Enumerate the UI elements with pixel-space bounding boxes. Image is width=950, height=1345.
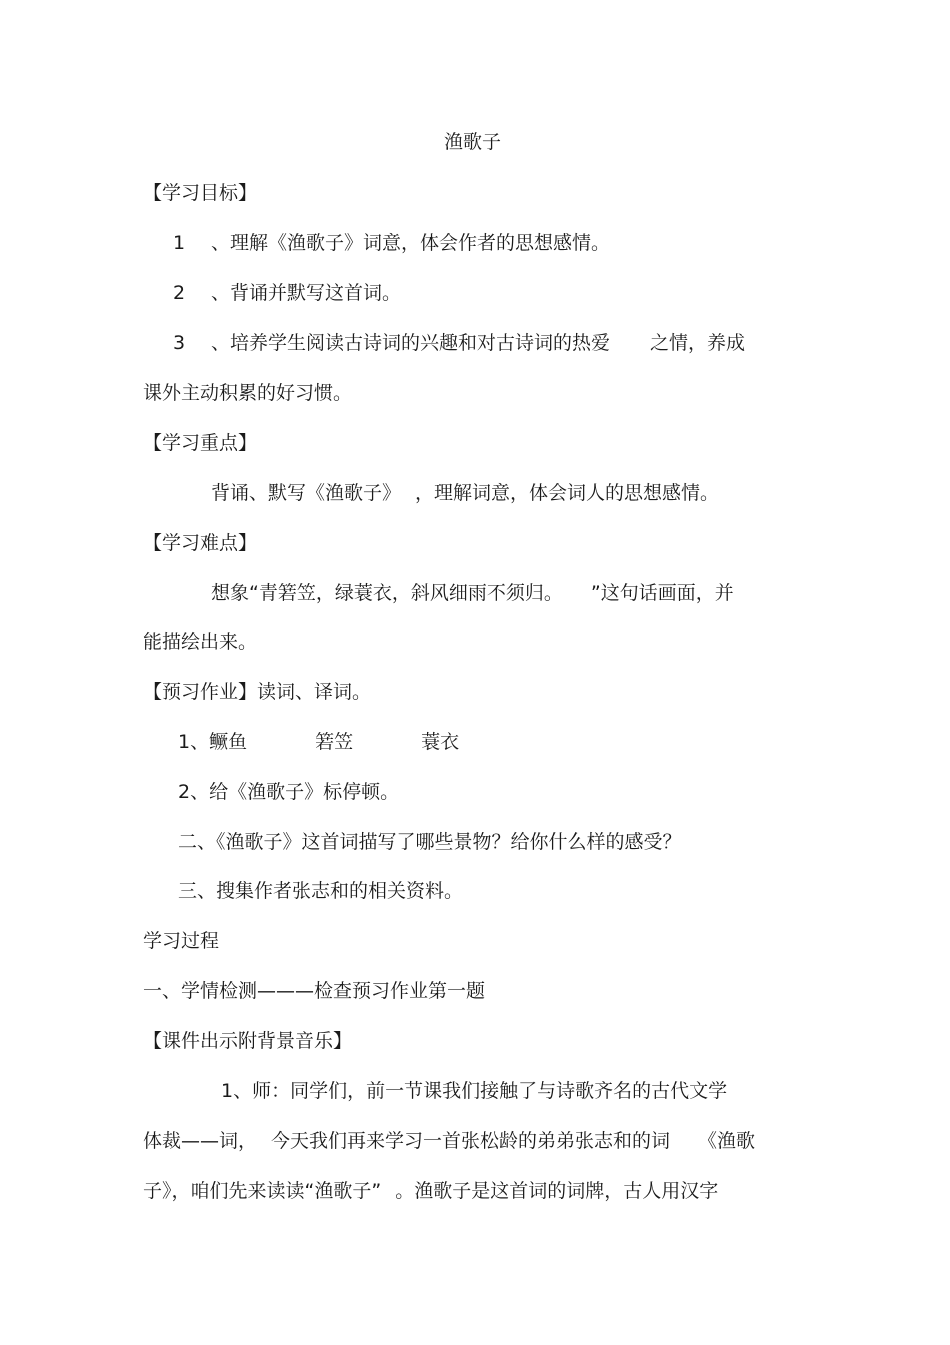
teacher-line-1: 1、师：同学们，前一节课我们接触了与诗歌齐名的古代文学 [221, 1080, 728, 1102]
key-text-a: 背诵、默写《渔歌子》 [211, 482, 402, 504]
vocab-3: 蓑衣 [421, 731, 460, 753]
key-heading: 【学习重点】 [143, 432, 258, 454]
vocab-2: 箬笠 [315, 731, 354, 753]
goal-3-text-a: 、培养学生阅读古诗词的兴趣和对古诗词的热爱 [211, 332, 611, 354]
preview-item-4: 三、搜集作者张志和的相关资料。 [178, 880, 464, 902]
goal-3 [173, 331, 745, 355]
difficulty-text-a: 想象“青箬笠，绿蓑衣，斜风细雨不须归。 [211, 582, 563, 604]
goal-1-text: 、理解《渔歌子》词意，体会作者的思想感情。 [211, 232, 611, 254]
goal-3-continued: 课外主动积累的好习惯。 [143, 382, 353, 404]
vocab-1: 1、鳜鱼 [178, 731, 248, 753]
goal-1 [173, 231, 610, 255]
preview-item-2: 2、给《渔歌子》标停顿。 [178, 781, 400, 803]
courseware-heading: 【课件出示附背景音乐】 [143, 1030, 353, 1052]
goal-2 [173, 281, 401, 305]
teacher-line-3b: 。渔歌子是这首词的词牌，古人用汉字 [395, 1180, 719, 1202]
preview-vocab [178, 730, 459, 754]
difficulty-text [211, 581, 734, 605]
page-title: 渔歌子 [443, 131, 501, 153]
difficulty-heading: 【学习难点】 [143, 532, 258, 554]
difficulty-text-b: ”这句话画面，并 [590, 582, 734, 604]
process-heading: 学习过程 [143, 930, 220, 952]
teacher-line-2c: 《渔歌 [698, 1130, 756, 1152]
process-step-1: 一、学情检测———检查预习作业第一题 [143, 980, 486, 1002]
goal-2-text: 、背诵并默写这首词。 [211, 282, 402, 304]
difficulty-continued: 能描绘出来。 [143, 631, 258, 653]
teacher-line-2 [143, 1129, 755, 1153]
goal-2-number: 2 [173, 282, 186, 304]
goal-1-number: 1 [173, 232, 186, 254]
goal-3-number: 3 [173, 332, 186, 354]
teacher-line-3 [143, 1179, 718, 1203]
goals-heading: 【学习目标】 [143, 182, 258, 204]
teacher-line-2b: 今天我们再来学习一首张松龄的弟弟张志和的词 [271, 1130, 671, 1152]
key-text-b: ，理解词意，体会词人的思想感情。 [415, 482, 720, 504]
key-text [211, 481, 719, 505]
preview-heading: 【预习作业】读词、译词。 [143, 681, 372, 703]
preview-item-3: 二、《渔歌子》这首词描写了哪些景物？给你什么样的感受？ [178, 831, 682, 853]
goal-3-text-b: 之情，养成 [650, 332, 746, 354]
teacher-line-3a: 子》，咱们先来读读“渔歌子” [143, 1180, 382, 1202]
teacher-line-2a: 体裁——词， [143, 1130, 258, 1152]
